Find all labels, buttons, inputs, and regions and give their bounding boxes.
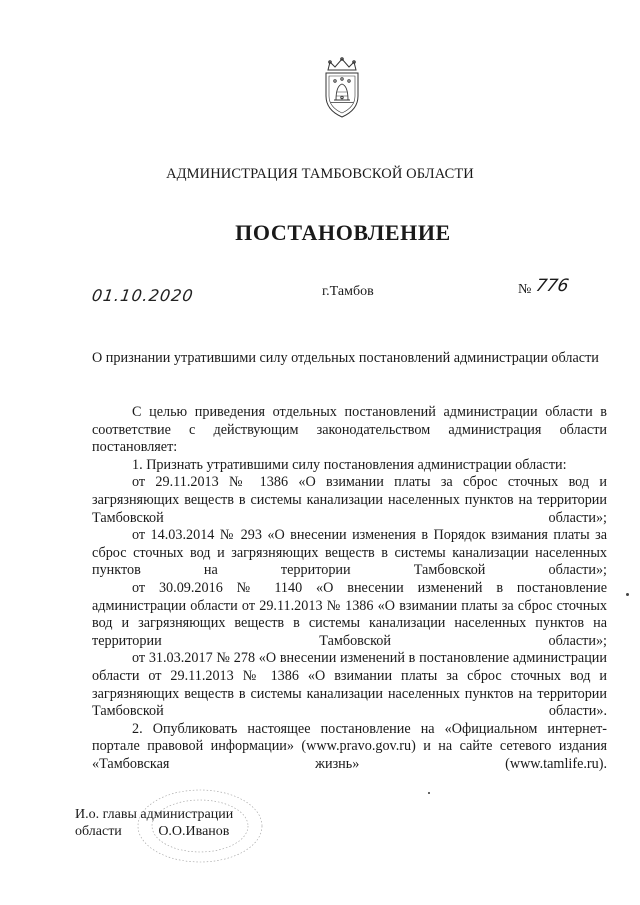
document-type-title: ПОСТАНОВЛЕНИЕ xyxy=(235,220,451,245)
document-number: 776 xyxy=(534,276,571,296)
document-city: г.Тамбов xyxy=(322,284,374,299)
sub-item-3: от 30.09.2016 № 1140 «О внесении изменений в постановление администрации области от 29.11.2013 № 1386 «О взимании платы за сброс сточных вод и загрязняющих веществ в системы канализации населенных пунктов на территории Тамбовской области»; xyxy=(92,579,607,649)
number-label: № xyxy=(518,282,532,297)
scan-speck xyxy=(428,792,430,794)
signatory-name: О.О.Иванов xyxy=(158,824,230,839)
signature-block xyxy=(75,806,233,840)
signatory-position: И.о. главы администрации xyxy=(75,807,234,822)
scan-speck xyxy=(626,593,629,596)
item-1: 1. Признать утратившими силу постановления администрации области: xyxy=(132,456,567,473)
document-body xyxy=(92,404,607,773)
item-2: 2. Опубликовать настоящее постановление на «Официальном интернет-портале правовой информации» (www.pravo.gov.ru) и на сайте сетевого издания «Тамбовская жизнь» (www.tamlife.ru). xyxy=(92,720,607,772)
agency-name: АДМИНИСТРАЦИЯ ТАМБОВСКОЙ ОБЛАСТИ xyxy=(166,166,474,182)
document-date: 01.10.2020 xyxy=(90,286,195,305)
sub-item-1: от 29.11.2013 № 1386 «О взимании платы за сброс сточных вод и загрязняющих веществ в системы канализации населенных пунктов на территории Тамбовской области»; xyxy=(92,474,607,526)
sub-item-2: от 14.03.2014 № 293 «О внесении изменения в Порядок взимания платы за сброс сточных вод и загрязняющих веществ в системы канализации населенных пунктов на территории Тамбовской области»; xyxy=(92,527,607,579)
coat-of-arms-icon xyxy=(318,56,366,120)
sub-item-4: от 31.03.2017 № 278 «О внесении изменений в постановление администрации области от 29.11.2013 № 1386 «О взимании платы за сброс сточных вод и загрязняющих веществ в системы канализации населенных пунктов на территории Тамбовской области». xyxy=(92,650,607,720)
intro-paragraph: С целью приведения отдельных постановлений администрации области в соответствие с действующим законодательством администрация области постановляет: xyxy=(92,404,607,456)
document-subject: О признании утратившими силу отдельных постановлений администрации области xyxy=(92,350,599,366)
signatory-position-cont: области xyxy=(75,824,122,839)
